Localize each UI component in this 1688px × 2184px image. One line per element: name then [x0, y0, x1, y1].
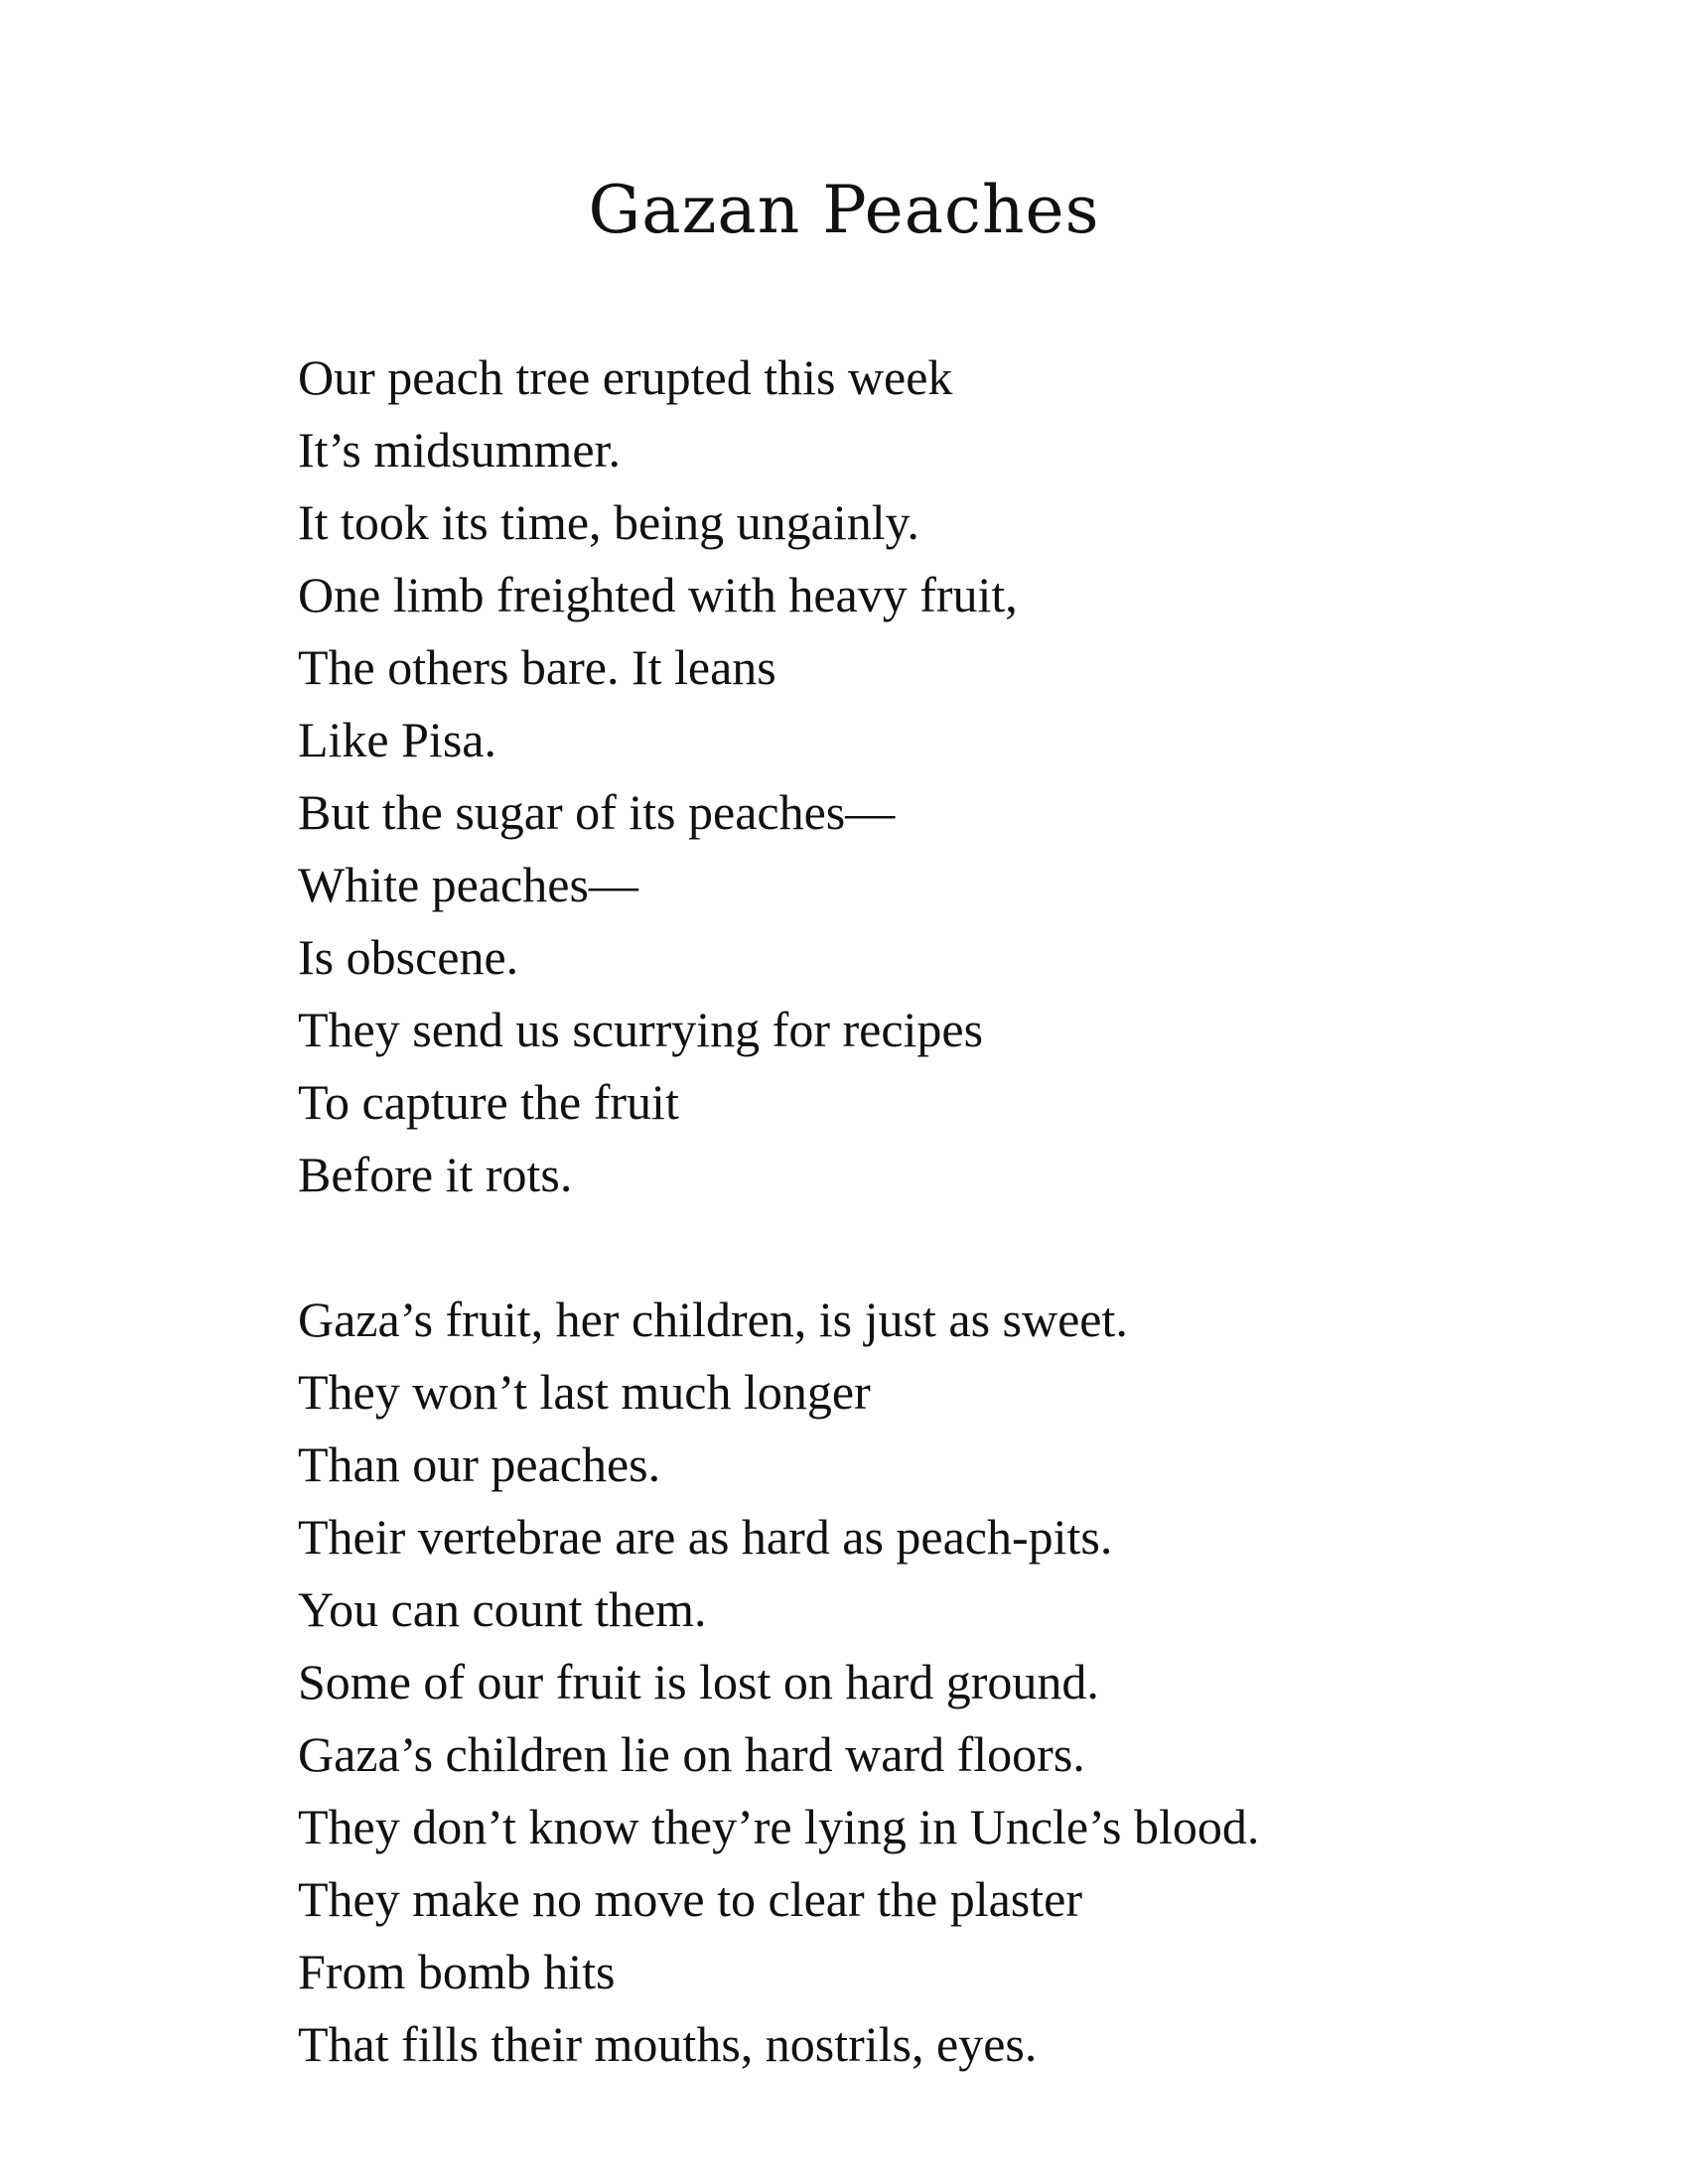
- poem-line: Gaza’s fruit, her children, is just as sweet.: [298, 1292, 1128, 1347]
- stanza-1: [298, 341, 1628, 1211]
- poem-line: Like Pisa.: [298, 712, 496, 767]
- poem-line: Is obscene.: [298, 929, 519, 985]
- poem-title: Gazan Peaches: [588, 172, 1100, 248]
- poem-line: It’s midsummer.: [298, 422, 621, 478]
- poem-line: To capture the fruit: [298, 1074, 679, 1130]
- poem-line: Than our peaches.: [298, 1436, 661, 1492]
- poem-line: They don’t know they’re lying in Uncle’s blood.: [298, 1799, 1260, 1854]
- poem-line: They won’t last much longer: [298, 1364, 871, 1420]
- poem-line: The others bare. It leans: [298, 639, 776, 695]
- poem-line: It took its time, being ungainly.: [298, 494, 919, 550]
- poem-body: [298, 341, 1628, 2081]
- poem-line: That fills their mouths, nostrils, eyes.: [298, 2016, 1038, 2072]
- poem-line: You can count them.: [298, 1581, 707, 1637]
- poem-line: But the sugar of its peaches—: [298, 784, 896, 840]
- poem-line: Gaza’s children lie on hard ward floors.: [298, 1726, 1085, 1782]
- poem-line: Our peach tree erupted this week: [298, 349, 953, 405]
- poem-line: They make no move to clear the plaster: [298, 1871, 1082, 1927]
- poem-line: Their vertebrae are as hard as peach-pits.: [298, 1509, 1113, 1565]
- poem-line: One limb freighted with heavy fruit,: [298, 567, 1018, 622]
- stanza-2: [298, 1284, 1628, 2081]
- poem-line: From bomb hits: [298, 1944, 616, 1999]
- poem-line: They send us scurrying for recipes: [298, 1002, 984, 1057]
- poem-line: White peaches—: [298, 857, 638, 912]
- poem-line: Some of our fruit is lost on hard ground.: [298, 1654, 1099, 1709]
- poem-line: Before it rots.: [298, 1147, 573, 1202]
